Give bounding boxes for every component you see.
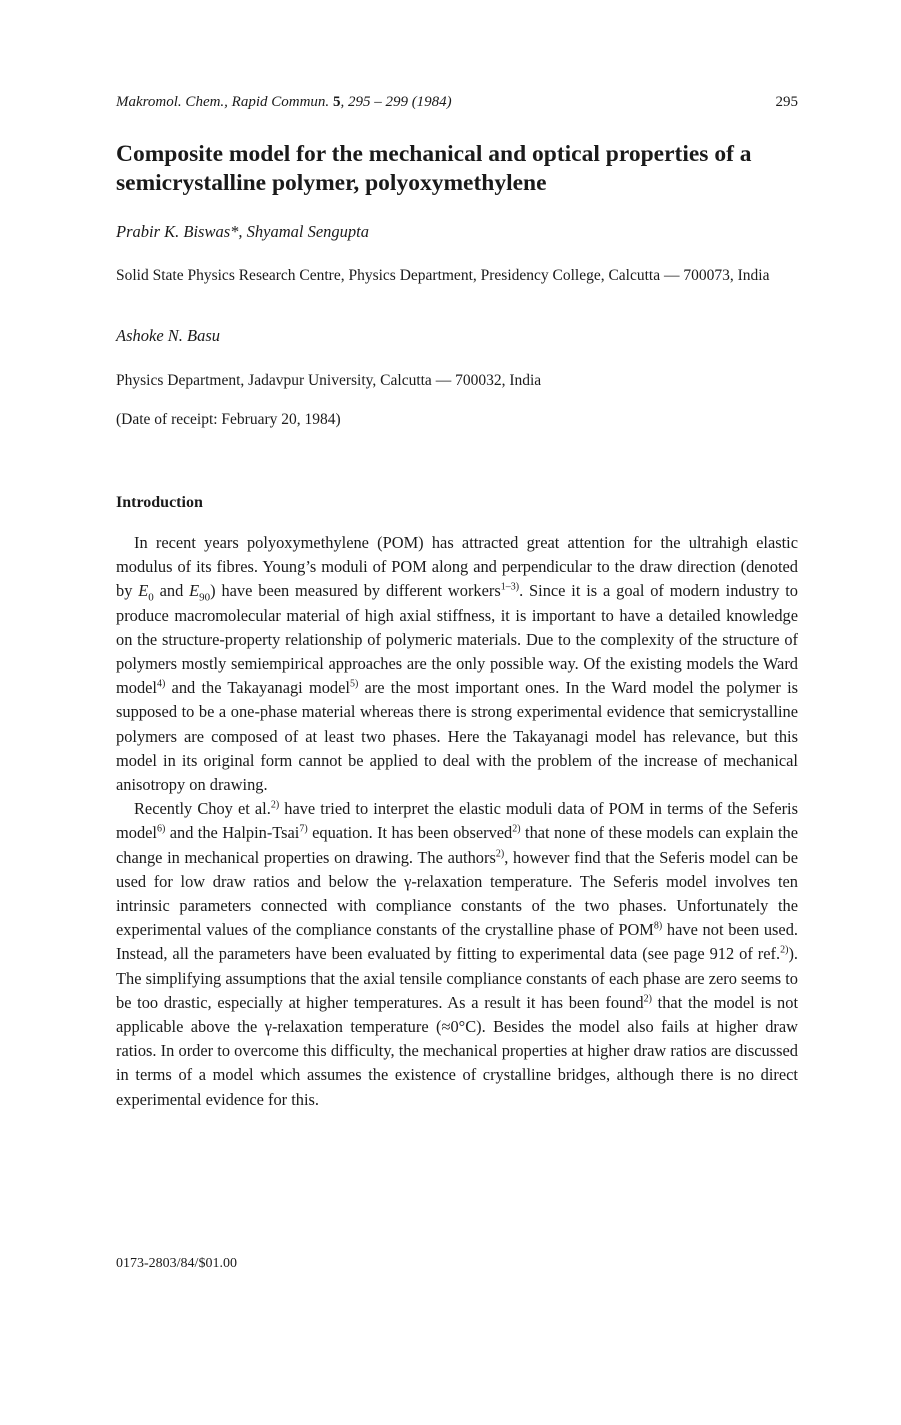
citation: 2) — [270, 799, 280, 811]
journal-pages: 295 – 299 (1984) — [347, 94, 452, 110]
running-head: Makromol. Chem., Rapid Commun. 5, 295 – 299 (1984) 295 — [116, 94, 798, 110]
affiliation-1: Solid State Physics Research Centre, Physics Department, Presidency College, Calcutta — 700073, India — [116, 267, 770, 284]
section-heading-introduction: Introduction — [116, 494, 203, 511]
paper-title: Composite model for the mechanical and optical properties of a semicrystalline polymer, polyoxymethylene — [116, 141, 752, 196]
citation: 7) — [299, 823, 308, 835]
journal-name: Makromol. Chem., Rapid Commun. — [116, 94, 330, 110]
citation: 2) — [495, 848, 505, 860]
citation: 2) — [780, 944, 789, 956]
journal-volume: 5 — [332, 94, 341, 110]
paragraph-2: Recently Choy et al.$^{2)}$ have tried to interpret the elastic moduli data of POM in terms of the Seferis model$^{6)}$ and the Halpin-Tsai$^{7)}$ equation. It has been observed$^{2)}$ that none of these models can explain the change in mechanical properties on drawing. The authors$^{2)}$, however find that the Seferis model can be used for low draw ratios and below the γ-relaxation temperature. The Seferis model involves ten intrinsic parameters connected with compliance constants of the two phases. Unfortunately the experimental values of the compliance constants of the crystalline phase of POM$^{8)}$ have not been used. Instead, all the parameters have been evaluated by fitting to experimental data (see page 912 of ref.$^{2)}$). The simplifying assumptions that the axial tensile compliance constants of each phase are zero seems to be too drastic, especially at higher temperatures. As a result it has been found$^{2)}$ that the model is not applicable above the γ-relaxation temperature (≈0°C). Besides the model also fails at higher draw ratios. In order to overcome this difficulty, the mechanical properties at higher draw ratios are discussed in terms of a model which assumes the existence of crystalline bridges, although there is no direct experimental evidence for this. — [116, 799, 799, 1109]
citation: 6) — [156, 823, 166, 835]
citation: 2) — [512, 823, 521, 835]
citation: 2) — [643, 993, 652, 1005]
introduction-body — [116, 531, 798, 1112]
page-number: 295 — [775, 94, 798, 110]
citation: 5) — [349, 678, 359, 690]
citation: 8) — [653, 920, 663, 932]
citation: 1–3) — [500, 581, 520, 593]
author-list-2: Ashoke N. Basu — [116, 326, 221, 345]
copyright-code: 0173-2803/84/$01.00 — [116, 1256, 237, 1271]
author-list-1: Prabir K. Biswas*, Shyamal Sengupta — [116, 222, 370, 241]
citation: 4) — [156, 678, 166, 690]
receipt-date: (Date of receipt: February 20, 1984) — [116, 411, 341, 428]
affiliation-2: Physics Department, Jadavpur University, Calcutta — 700032, India — [116, 372, 542, 389]
paragraph-1: In recent years polyoxymethylene (POM) has attracted great attention for the ultrahigh elastic modulus of its fibres. Young’s moduli of POM along and perpendicular to the draw direction (denoted by $E_0$ and $E_{90}$) have been measured by different workers$^{1-3)}$. Since it is a goal of modern industry to produce macromolecular material of high axial stiffness, it is important to have a detailed knowledge on the structure-property relationship of polymeric materials. Due to the complexity of the structure of polymers mostly semiempirical approaches are the only possible way. Of the existing models the Ward model$^{4)}$ and the Takayanagi model$^{5)}$ are the most important ones. In the Ward model the polymer is supposed to be a one-phase material whereas there is strong experimental evidence that semicrystalline polymers are composed of at least two phases. Here the Takayanagi model has relevance, but this model in its original form cannot be applied to deal with the problem of the increase of mechanical anisotropy on drawing. — [116, 533, 798, 795]
